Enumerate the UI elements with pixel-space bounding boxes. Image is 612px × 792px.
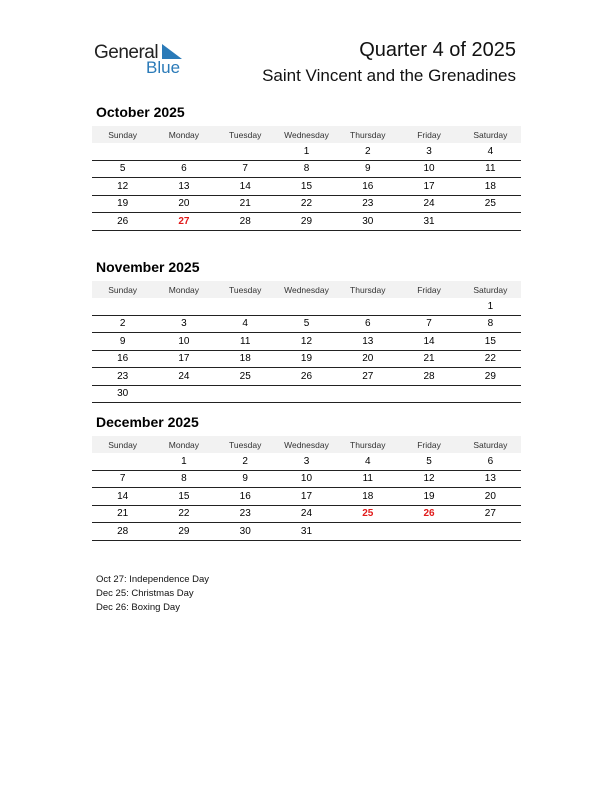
day-cell: 3 [398,143,459,160]
empty-day-cell [460,213,521,231]
holiday-notes [96,573,209,615]
day-cell: 20 [337,350,398,368]
month-title: October 2025 [96,104,185,120]
day-cell: 2 [215,453,276,470]
day-cell: 19 [92,195,153,213]
day-cell: 6 [153,160,214,178]
week-row [92,523,521,541]
day-cell: 29 [276,213,337,231]
day-cell: 31 [398,213,459,231]
day-cell: 26 [276,368,337,386]
day-cell: 2 [92,315,153,333]
day-cell: 3 [153,315,214,333]
holiday-note: Oct 27: Independence Day [96,574,210,585]
empty-day-cell [276,385,337,403]
day-cell: 14 [398,333,459,351]
week-row [92,213,521,231]
day-cell: 24 [153,368,214,386]
weekday-header: Wednesday [276,126,337,143]
day-cell: 20 [153,195,214,213]
weekday-header: Thursday [337,281,398,298]
day-cell: 2 [337,143,398,160]
day-cell: 4 [337,453,398,470]
empty-day-cell [460,523,521,541]
empty-day-cell [92,453,153,470]
calendar-table [92,281,521,403]
weekday-header: Friday [398,281,459,298]
day-cell: 13 [153,178,214,196]
weekday-header: Tuesday [215,126,276,143]
day-cell: 13 [460,470,521,488]
week-row [92,298,521,315]
day-cell: 28 [398,368,459,386]
empty-day-cell [276,298,337,315]
day-cell: 6 [460,453,521,470]
month-december [92,414,521,541]
day-cell: 1 [153,453,214,470]
day-cell: 5 [398,453,459,470]
week-row [92,385,521,403]
day-cell: 29 [153,523,214,541]
day-cell: 17 [153,350,214,368]
empty-day-cell [215,143,276,160]
day-cell: 10 [153,333,214,351]
empty-day-cell [153,143,214,160]
day-cell: 28 [92,523,153,541]
empty-day-cell [398,385,459,403]
day-cell: 5 [92,160,153,178]
weekday-header: Monday [153,436,214,453]
week-row [92,195,521,213]
day-cell: 24 [276,505,337,523]
weekday-header: Tuesday [215,436,276,453]
day-cell: 27 [460,505,521,523]
empty-day-cell [337,385,398,403]
empty-day-cell [460,385,521,403]
day-cell: 15 [153,488,214,506]
empty-day-cell [398,523,459,541]
weekday-header: Saturday [460,281,521,298]
weekday-header: Thursday [337,436,398,453]
day-cell: 27 [337,368,398,386]
holiday-note: Dec 25: Christmas Day [96,588,194,599]
empty-day-cell [215,298,276,315]
day-cell: 18 [460,178,521,196]
day-cell: 8 [276,160,337,178]
day-cell: 4 [215,315,276,333]
day-cell: 7 [398,315,459,333]
week-row [92,505,521,523]
day-cell: 7 [92,470,153,488]
weekday-header: Wednesday [276,281,337,298]
weekday-header: Tuesday [215,281,276,298]
day-cell: 30 [215,523,276,541]
empty-day-cell [153,385,214,403]
week-row [92,160,521,178]
day-cell: 11 [337,470,398,488]
day-cell: 6 [337,315,398,333]
day-cell: 26 [92,213,153,231]
day-cell: 26 [398,505,459,523]
week-row [92,488,521,506]
day-cell: 1 [276,143,337,160]
day-cell: 7 [215,160,276,178]
month-october [92,104,521,231]
day-cell: 17 [276,488,337,506]
calendar-table [92,126,521,231]
week-row [92,368,521,386]
day-cell: 9 [337,160,398,178]
day-cell: 29 [460,368,521,386]
day-cell: 22 [460,350,521,368]
empty-day-cell [92,298,153,315]
day-cell: 21 [398,350,459,368]
day-cell: 23 [92,368,153,386]
day-cell: 15 [276,178,337,196]
day-cell: 17 [398,178,459,196]
day-cell: 20 [460,488,521,506]
week-row [92,470,521,488]
holiday-note: Dec 26: Boxing Day [96,602,180,613]
day-cell: 19 [276,350,337,368]
day-cell: 21 [215,195,276,213]
weekday-header: Friday [398,126,459,143]
calendar-table [92,436,521,541]
weekday-header: Sunday [92,436,153,453]
month-title: November 2025 [96,259,200,275]
empty-day-cell [92,143,153,160]
day-cell: 10 [398,160,459,178]
weekday-header: Sunday [92,281,153,298]
day-cell: 14 [92,488,153,506]
day-cell: 15 [460,333,521,351]
week-row [92,143,521,160]
logo-text-general: General [94,42,159,63]
day-cell: 28 [215,213,276,231]
weekday-header: Monday [153,281,214,298]
day-cell: 21 [92,505,153,523]
day-cell: 12 [276,333,337,351]
logo [94,42,194,82]
day-cell: 18 [337,488,398,506]
day-cell: 25 [215,368,276,386]
weekday-header: Saturday [460,126,521,143]
day-cell: 9 [92,333,153,351]
day-cell: 16 [92,350,153,368]
day-cell: 4 [460,143,521,160]
week-row [92,315,521,333]
day-cell: 14 [215,178,276,196]
weekday-header: Thursday [337,126,398,143]
logo-text-blue: Blue [146,58,181,77]
empty-day-cell [215,385,276,403]
day-cell: 11 [460,160,521,178]
day-cell: 24 [398,195,459,213]
weekday-header: Saturday [460,436,521,453]
day-cell: 31 [276,523,337,541]
day-cell: 23 [337,195,398,213]
day-cell: 27 [153,213,214,231]
day-cell: 16 [215,488,276,506]
day-cell: 1 [460,298,521,315]
day-cell: 30 [92,385,153,403]
day-cell: 19 [398,488,459,506]
empty-day-cell [398,298,459,315]
weekday-header: Wednesday [276,436,337,453]
day-cell: 25 [460,195,521,213]
week-row [92,350,521,368]
weekday-header: Friday [398,436,459,453]
day-cell: 30 [337,213,398,231]
page-subtitle: Saint Vincent and the Grenadines [262,66,516,85]
day-cell: 22 [153,505,214,523]
week-row [92,453,521,470]
day-cell: 25 [337,505,398,523]
day-cell: 23 [215,505,276,523]
empty-day-cell [337,298,398,315]
day-cell: 22 [276,195,337,213]
day-cell: 13 [337,333,398,351]
day-cell: 11 [215,333,276,351]
week-row [92,333,521,351]
weekday-header: Sunday [92,126,153,143]
day-cell: 3 [276,453,337,470]
day-cell: 8 [460,315,521,333]
day-cell: 12 [92,178,153,196]
day-cell: 18 [215,350,276,368]
day-cell: 12 [398,470,459,488]
day-cell: 5 [276,315,337,333]
day-cell: 10 [276,470,337,488]
empty-day-cell [153,298,214,315]
empty-day-cell [337,523,398,541]
day-cell: 9 [215,470,276,488]
day-cell: 16 [337,178,398,196]
week-row [92,178,521,196]
month-november [92,259,521,403]
weekday-header: Monday [153,126,214,143]
month-title: December 2025 [96,414,199,430]
day-cell: 8 [153,470,214,488]
page-title: Quarter 4 of 2025 [359,39,516,61]
